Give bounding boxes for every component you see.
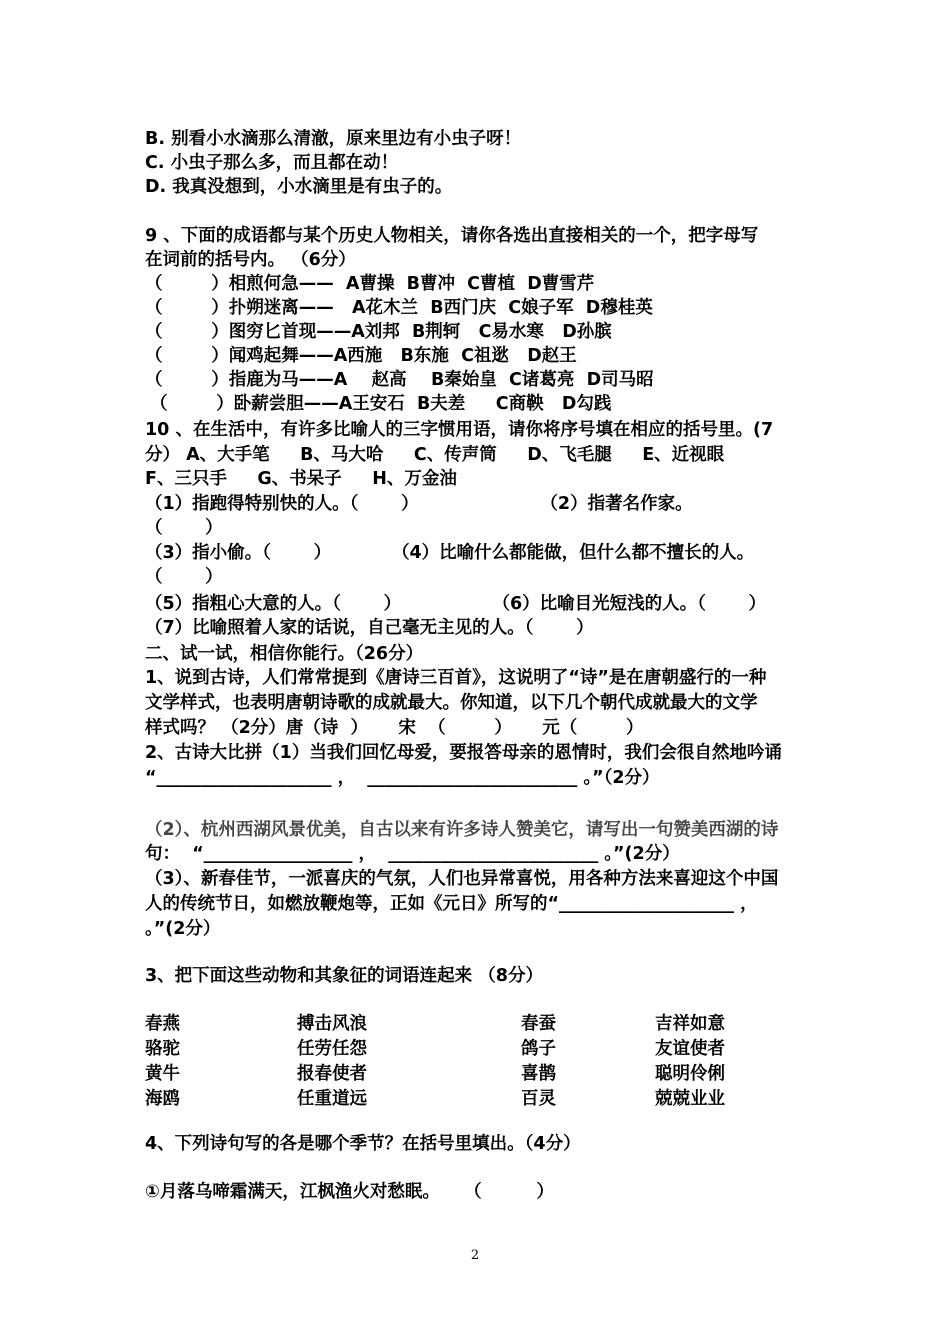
matching-grid — [145, 1012, 765, 1112]
animal-word: 鸽子 — [521, 1039, 556, 1059]
s2-q1-line-2: 文学样式，也表明唐朝诗歌的成就最大。你知道，以下几个朝代成就最大的文学 — [145, 693, 758, 713]
s2-q3-heading: 3、把下面这些动物和其象征的词语连起来 （8分） — [145, 966, 543, 986]
animal-word: 春蚕 — [521, 1014, 556, 1034]
s2-q1-line-3: 样式吗？ （2分）唐（诗 ） 宋 （ ） 元（ ） — [145, 718, 644, 738]
question-10-line-1: 10 、在生活中，有许多比喻人的三字惯用语，请你将序号填在相应的括号里。(7 — [145, 420, 774, 440]
animal-word: 黄牛 — [145, 1064, 180, 1084]
s2-q2-part3-line-2: 人的传统节日，如燃放鞭炮等，正如《元日》所写的“____________________ ， — [145, 894, 758, 914]
q10-item-7: （7）比喻照着人家的话说，自己毫无主见的人。（ ） — [145, 618, 594, 638]
q10-item-1-2: （1）指跑得特别快的人。（ ） （2）指著名作家。 — [145, 494, 693, 514]
symbol-word: 聪明伶俐 — [655, 1064, 725, 1084]
idiom-row-3: （ ）图穷匕首现——A刘邦 B荆轲 C易水寒 D孙膑 — [145, 322, 612, 342]
s2-q1-line-1: 1、说到古诗，人们常常提到《唐诗三百首》，这说明了“诗”是在唐朝盛行的一种 — [145, 668, 767, 688]
s2-q2-part2-line-2: 句： “_________________ ， ________________________ 。”(2分） — [145, 844, 680, 864]
s2-q4-item-1: ①月落乌啼霜满天，江枫渔火对愁眠。 （ ） — [145, 1182, 555, 1202]
question-10-line-2: 分） A、大手笔 B、马大哈 C、传声筒 D、飞毛腿 E、近视眼 — [145, 445, 725, 465]
option-d: D. 我真没想到，小水滴里是有虫子的。 — [145, 177, 453, 197]
matching-row — [145, 1062, 765, 1087]
s2-q4-heading: 4、下列诗句写的各是哪个季节？在括号里填出。（4分） — [145, 1134, 581, 1154]
option-c: C. 小虫子那么多，而且都在动！ — [145, 153, 399, 173]
idiom-row-4: （ ）闻鸡起舞——A西施 B东施 C祖逖 D赵王 — [145, 346, 577, 366]
symbol-word: 吉祥如意 — [655, 1014, 725, 1034]
s2-q2-line-1: 2、古诗大比拼（1）当我们回忆母爱，要报答母亲的恩情时，我们会很自然地吟诵 — [145, 743, 782, 763]
symbol-word: 任重道远 — [297, 1089, 367, 1109]
section-2-heading: 二、试一试，相信你能行。（26分） — [145, 644, 424, 664]
idiom-row-2: （ ）扑朔迷离—— A花木兰 B西门庆 C娘子军 D穆桂英 — [145, 298, 653, 318]
symbol-word: 报春使者 — [297, 1064, 367, 1084]
matching-row — [145, 1087, 765, 1112]
q10-item-3-4: （3）指小偷。（ ） （4）比喻什么都能做，但什么都不擅长的人。 — [145, 543, 755, 563]
symbol-word: 兢兢业业 — [655, 1089, 725, 1109]
question-9-line-2: 在词前的括号内。 （6分） — [145, 250, 356, 270]
animal-word: 喜鹊 — [521, 1064, 556, 1084]
animal-word: 百灵 — [521, 1089, 556, 1109]
s2-q2-line-2: “____________________ ， ________________________ 。”（2分） — [145, 768, 660, 788]
symbol-word: 友谊使者 — [655, 1039, 725, 1059]
animal-word: 骆驼 — [145, 1039, 180, 1059]
matching-row — [145, 1037, 765, 1062]
question-10-line-3: F、三只手 G、书呆子 H、万金油 — [145, 469, 457, 489]
symbol-word: 搏击风浪 — [297, 1014, 367, 1034]
s2-q2-part3-line-3: 。”(2分） — [145, 919, 221, 939]
animal-word: 海鸥 — [145, 1089, 180, 1109]
idiom-row-5: （ ）指鹿为马——A 赵高 B秦始皇 C诸葛亮 D司马昭 — [145, 370, 654, 390]
matching-row — [145, 1012, 765, 1037]
q10-item-4-blank: （ ） — [145, 567, 223, 587]
option-b: B. 别看小水滴那么清澈，原来里边有小虫子呀！ — [145, 129, 522, 149]
page-number: 2 — [470, 1248, 480, 1263]
s2-q2-part3-line-1: （3）、新春佳节，一派喜庆的气氛，人们也异常喜悦，用各种方法来喜迎这个中国 — [145, 869, 779, 889]
animal-word: 春燕 — [145, 1014, 180, 1034]
question-9-line-1: 9 、下面的成语都与某个历史人物相关，请你各选出直接相关的一个，把字母写 — [145, 226, 759, 246]
symbol-word: 任劳任怨 — [297, 1039, 367, 1059]
q10-item-5-6: （5）指粗心大意的人。（ ） （6）比喻目光短浅的人。（ ） — [145, 594, 767, 614]
q10-item-2-blank: （ ） — [145, 518, 223, 538]
idiom-row-6: （ ）卧薪尝胆——A王安石 B夫差 C商鞅 D勾践 — [150, 394, 612, 414]
idiom-row-1: （ ）相煎何急—— A曹操 B曹冲 C曹植 D曹雪芹 — [145, 274, 595, 294]
s2-q2-part2-line-1: （2）、杭州西湖风景优美，自古以来有许多诗人赞美它，请写出一句赞美西湖的诗 — [145, 820, 779, 840]
